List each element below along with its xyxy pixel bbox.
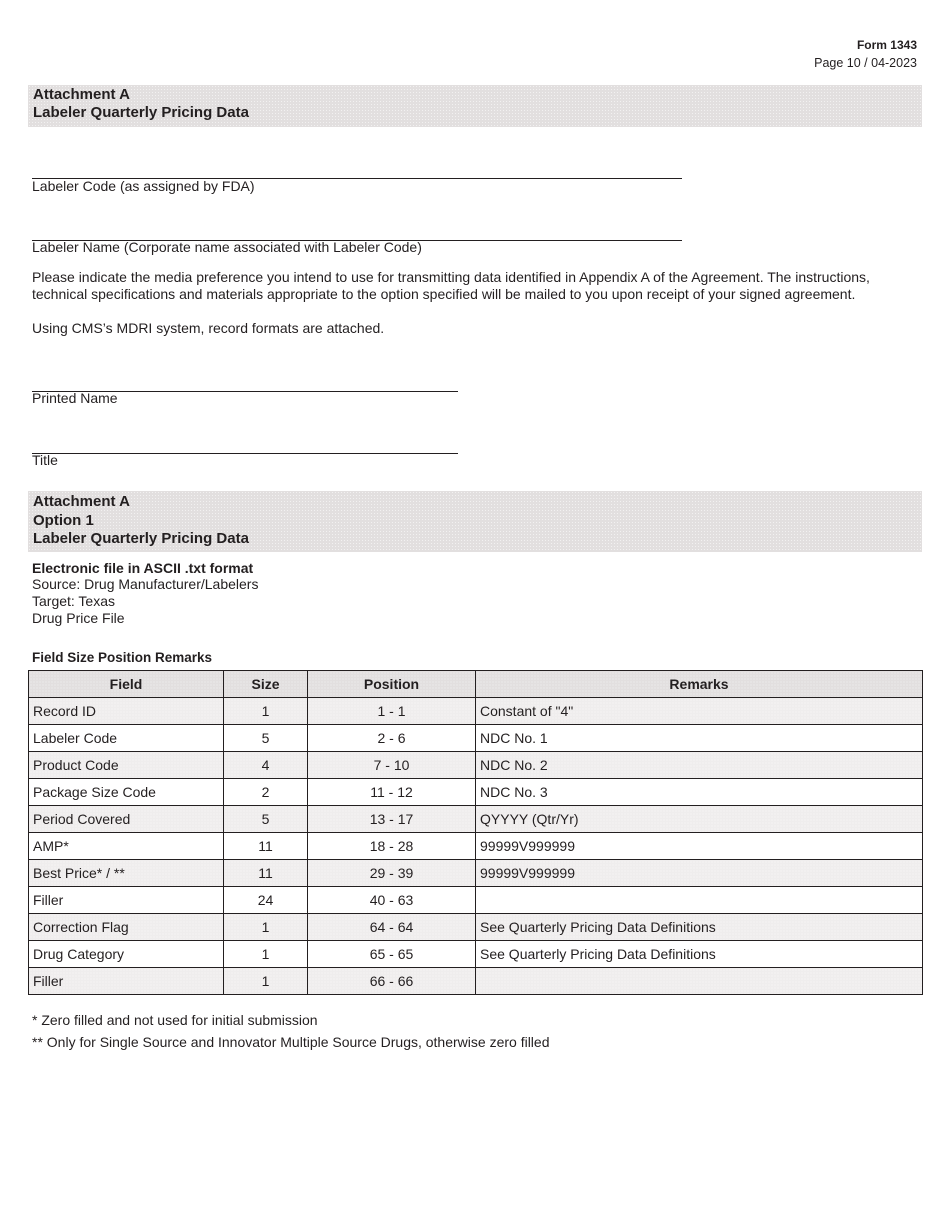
column-header-remarks: Remarks	[476, 671, 923, 698]
cell-remarks: NDC No. 1	[476, 725, 923, 752]
cell-field: Best Price* / **	[29, 860, 224, 887]
cell-remarks: Constant of "4"	[476, 698, 923, 725]
table-row	[29, 779, 923, 806]
table-row	[29, 914, 923, 941]
cell-position: 65 - 65	[308, 941, 476, 968]
cell-field: Record ID	[29, 698, 224, 725]
cell-field: Labeler Code	[29, 725, 224, 752]
form-number: Form 1343	[856, 38, 917, 52]
column-header-field: Field	[29, 671, 224, 698]
section-subtitle: Labeler Quarterly Pricing Data	[33, 530, 249, 547]
section-title: Attachment A	[33, 86, 130, 103]
page-number: Page 10 / 04-2023	[814, 56, 917, 70]
cell-position: 66 - 66	[308, 968, 476, 995]
table-row	[29, 752, 923, 779]
cell-position: 2 - 6	[308, 725, 476, 752]
cell-position: 64 - 64	[308, 914, 476, 941]
file-format-heading: Electronic file in ASCII .txt format	[32, 560, 254, 576]
cell-size: 2	[224, 779, 308, 806]
labeler-name-label: Labeler Name (Corporate name associated with Labeler Code)	[32, 239, 422, 255]
table-row	[29, 806, 923, 833]
printed-name-label: Printed Name	[32, 390, 118, 406]
cell-field: Period Covered	[29, 806, 224, 833]
column-header-size: Size	[224, 671, 308, 698]
file-target: Target: Texas	[32, 593, 116, 609]
table-row	[29, 833, 923, 860]
section-header-attachment-a	[28, 85, 922, 127]
table-row	[29, 968, 923, 995]
cell-size: 4	[224, 752, 308, 779]
file-source: Source: Drug Manufacturer/Labelers	[32, 576, 259, 592]
section-option: Option 1	[33, 512, 94, 529]
cell-remarks: See Quarterly Pricing Data Definitions	[476, 914, 923, 941]
cell-size: 1	[224, 698, 308, 725]
cell-position: 18 - 28	[308, 833, 476, 860]
cell-field: Filler	[29, 887, 224, 914]
section-header-option-1	[28, 491, 922, 552]
mdri-statement: Using CMS’s MDRI system, record formats are attached.	[32, 320, 385, 336]
cell-field: Package Size Code	[29, 779, 224, 806]
cell-remarks: NDC No. 2	[476, 752, 923, 779]
cell-position: 7 - 10	[308, 752, 476, 779]
cell-size: 1	[224, 968, 308, 995]
cell-field: Correction Flag	[29, 914, 224, 941]
section-title: Attachment A	[33, 493, 130, 510]
cell-remarks: QYYYY (Qtr/Yr)	[476, 806, 923, 833]
table-row	[29, 698, 923, 725]
cell-remarks: See Quarterly Pricing Data Definitions	[476, 941, 923, 968]
table-row	[29, 725, 923, 752]
cell-position: 29 - 39	[308, 860, 476, 887]
cell-size: 24	[224, 887, 308, 914]
cell-position: 11 - 12	[308, 779, 476, 806]
table-row	[29, 941, 923, 968]
table-row	[29, 887, 923, 914]
cell-field: Filler	[29, 968, 224, 995]
cell-size: 11	[224, 833, 308, 860]
cell-size: 11	[224, 860, 308, 887]
cell-size: 1	[224, 914, 308, 941]
cell-remarks: 99999V999999	[476, 860, 923, 887]
cell-size: 1	[224, 941, 308, 968]
footnote-zero-filled: * Zero filled and not used for initial submission	[32, 1012, 318, 1028]
cell-size: 5	[224, 806, 308, 833]
cell-remarks: NDC No. 3	[476, 779, 923, 806]
media-preference-paragraph: Please indicate the media preference you intend to use for transmitting data identified in Appendix A of the Agreement. The instructions, technical specifications and materials appropriate to the option specified will be mailed to you upon receipt of your signed agreement.	[32, 269, 870, 302]
cell-field: Product Code	[29, 752, 224, 779]
table-row	[29, 860, 923, 887]
cell-remarks: 99999V999999	[476, 833, 923, 860]
footnote-single-source: ** Only for Single Source and Innovator Multiple Source Drugs, otherwise zero filled	[32, 1034, 550, 1050]
cell-position: 40 - 63	[308, 887, 476, 914]
column-header-position: Position	[308, 671, 476, 698]
file-name: Drug Price File	[32, 610, 125, 626]
cell-field: AMP*	[29, 833, 224, 860]
title-field[interactable]	[32, 453, 458, 454]
section-subtitle: Labeler Quarterly Pricing Data	[33, 104, 249, 121]
title-label: Title	[32, 452, 58, 468]
table-header-row	[29, 671, 923, 698]
cell-position: 13 - 17	[308, 806, 476, 833]
cell-remarks	[476, 887, 923, 914]
labeler-code-label: Labeler Code (as assigned by FDA)	[32, 178, 255, 194]
record-layout-table	[28, 670, 923, 995]
cell-remarks	[476, 968, 923, 995]
cell-position: 1 - 1	[308, 698, 476, 725]
cell-size: 5	[224, 725, 308, 752]
table-caption: Field Size Position Remarks	[32, 650, 213, 665]
cell-field: Drug Category	[29, 941, 224, 968]
